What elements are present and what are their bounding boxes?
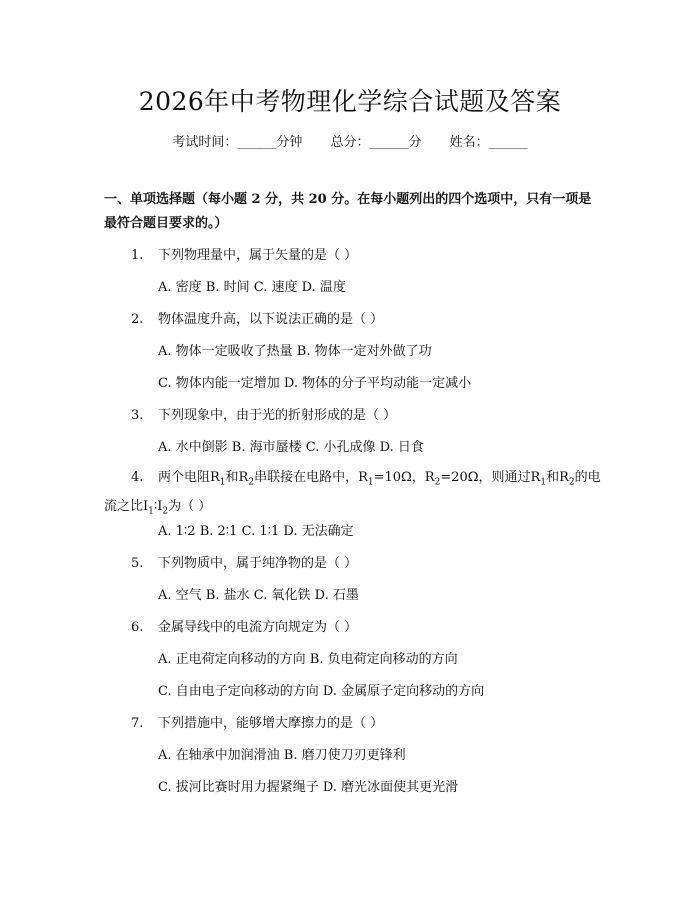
question-5 [131, 552, 357, 571]
question-6-options-line-2: C. 自由电子定向移动的方向 D. 金属原子定向移动的方向 [158, 684, 485, 699]
question-text: 金属导线中的电流方向规定为（ ） [158, 620, 358, 635]
question-text: 下列现象中，由于光的折射形成的是（ ） [158, 408, 397, 423]
name-field: 姓名：______ [449, 135, 528, 150]
question-text: 下列物质中，属于纯净物的是（ ） [158, 556, 358, 571]
question-3 [131, 404, 396, 423]
question-text: 两个电阻$R_1$和$R_2$串联接在电路中，$R_1=10\Omega$，$R_2=20\Omega$，则通过$R_1$和$R_2$的电流之比$I_1∶I_2$为（ ） [104, 470, 601, 517]
question-number: 7. [131, 716, 144, 731]
question-1 [131, 244, 357, 263]
question-3-options: A. 水中倒影 B. 海市蜃楼 C. 小孔成像 D. 日食 [158, 440, 424, 455]
question-text: 物体温度升高，以下说法正确的是（ ） [158, 312, 384, 327]
question-6 [131, 616, 357, 635]
question-7-options-line-2: C. 拔河比赛时用力握紧绳子 D. 磨光冰面使其更光滑 [158, 780, 459, 795]
question-7 [131, 712, 383, 731]
question-number: 6. [131, 620, 144, 635]
section-heading: 一、单项选择题（每小题 2 分，共 20 分。在每小题列出的四个选项中，只有一项是最符合题目要求的。） [104, 192, 592, 231]
page-title: 2026年中考物理化学综合试题及答案 [138, 87, 562, 116]
question-text: 下列物理量中，属于矢量的是（ ） [158, 248, 358, 263]
question-2-options-line-2: C. 物体内能一定增加 D. 物体的分子平均动能一定减小 [158, 376, 472, 391]
question-7-options-line-1: A. 在轴承中加润滑油 B. 磨刀使刀刃更锋利 [158, 748, 406, 763]
question-number: 2. [131, 312, 144, 327]
question-4-options: A. 1∶2 B. 2∶1 C. 1∶1 D. 无法确定 [158, 524, 354, 539]
question-number: 3. [131, 408, 144, 423]
total-score-field: 总分：______分 [330, 135, 422, 150]
question-6-options-line-1: A. 正电荷定向移动的方向 B. 负电荷定向移动的方向 [158, 652, 458, 667]
question-number: 5. [131, 556, 144, 571]
question-2 [131, 308, 383, 327]
exam-info-line [0, 131, 700, 150]
question-4 [104, 466, 604, 523]
question-text: 下列措施中，能够增大摩擦力的是（ ） [158, 716, 384, 731]
exam-time-field: 考试时间：______分钟 [172, 135, 303, 150]
question-1-options: A. 密度 B. 时间 C. 速度 D. 温度 [158, 280, 346, 295]
question-number: 1. [131, 248, 144, 263]
question-2-options-line-1: A. 物体一定吸收了热量 B. 物体一定对外做了功 [158, 344, 432, 359]
question-number: 4. [131, 470, 144, 485]
question-5-options: A. 空气 B. 盐水 C. 氧化铁 D. 石墨 [158, 588, 359, 603]
